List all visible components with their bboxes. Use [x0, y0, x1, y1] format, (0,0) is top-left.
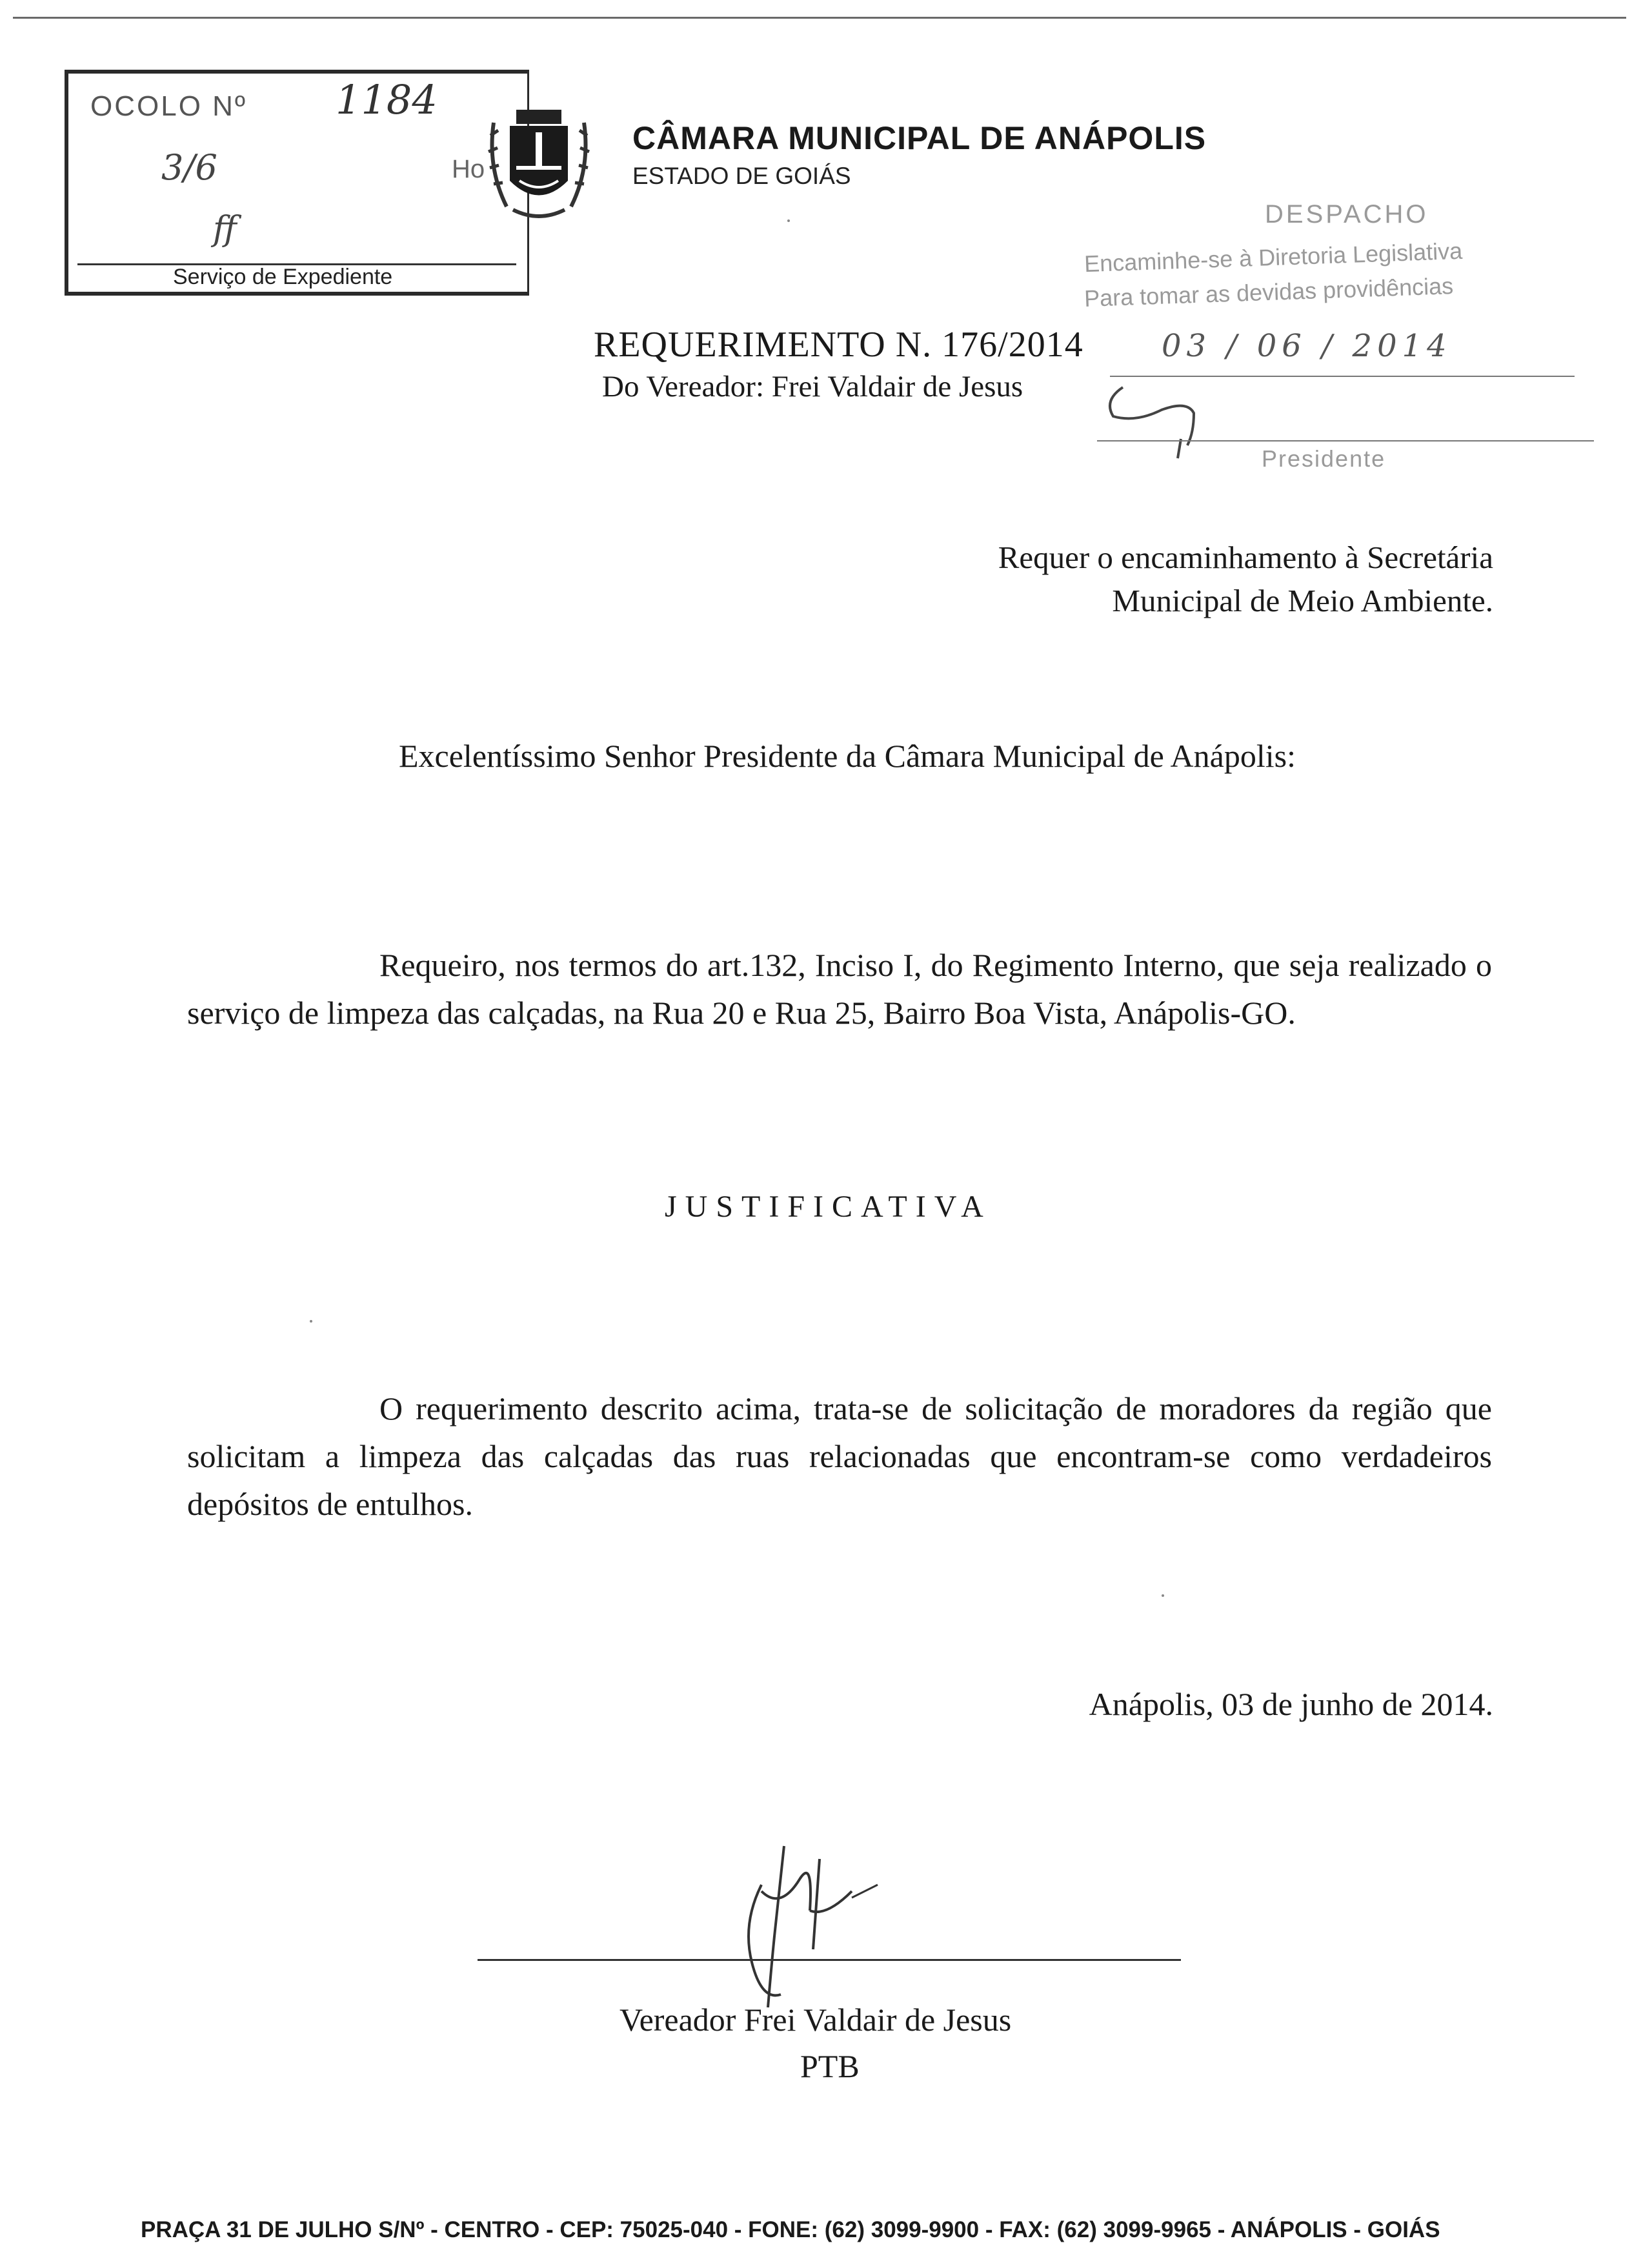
despacho-stamp: [1071, 200, 1613, 484]
protocol-initials: ff: [213, 210, 237, 249]
signer-party: PTB: [800, 2048, 860, 2084]
document-title: REQUERIMENTO N. 176/2014: [594, 325, 1083, 365]
despacho-signature-rule: [1097, 440, 1594, 441]
signer-name: Vereador Frei Valdair de Jesus: [620, 2002, 1012, 2038]
protocol-date-handwritten: 3/6: [161, 147, 217, 188]
despacho-title: DESPACHO: [1265, 200, 1429, 228]
despacho-presidente-label: Presidente: [1262, 445, 1386, 472]
despacho-signature-icon: [1097, 361, 1252, 465]
place-and-date: Anápolis, 03 de junho de 2014.: [1089, 1686, 1493, 1722]
justification-heading: JUSTIFICATIVA: [665, 1190, 992, 1224]
document-author: Do Vereador: Frei Valdair de Jesus: [602, 370, 1023, 403]
coat-of-arms-icon: [481, 97, 597, 232]
despacho-date-handwritten: 03 / 06 / 2014: [1162, 328, 1452, 364]
ementa-line-1: Requer o encaminhamento à Secretária: [998, 540, 1493, 575]
despacho-line-2: Para tomar as devidas providências: [1083, 272, 1454, 312]
despacho-line-1: Encaminhe-se à Diretoria Legislativa: [1083, 237, 1463, 278]
signature-icon: [723, 1820, 929, 2014]
signature-line: [478, 1959, 1181, 1961]
salutation: Excelentíssimo Senhor Presidente da Câmara Municipal de Anápolis:: [399, 738, 1296, 774]
protocol-number-label: OCOLO Nº: [90, 90, 247, 122]
organization-state: ESTADO DE GOIÁS: [632, 163, 851, 189]
protocol-time-suffix: Ho: [452, 155, 485, 183]
scan-speck: [310, 1320, 312, 1323]
scan-speck: [787, 219, 790, 222]
footer-address: PRAÇA 31 DE JULHO S/Nº - CENTRO - CEP: 75025-040 - FONE: (62) 3099-9900 - FAX: (62) 3099-9965 - ANÁPOLIS - GOIÁS: [141, 2217, 1440, 2242]
protocol-number-handwritten: 1184: [336, 76, 438, 123]
organization-name: CÂMARA MUNICIPAL DE ANÁPOLIS: [632, 120, 1207, 156]
justification-paragraph: O requerimento descrito acima, trata-se de solicitação de moradores da região que solicitam a limpeza das calçadas das ruas relacionadas que encontram-se como verdadeiros depósitos de entulhos.: [187, 1390, 1492, 1522]
protocol-stamp-label: Serviço de Expediente: [173, 265, 393, 289]
ementa-line-2: Municipal de Meio Ambiente.: [1112, 583, 1493, 618]
request-paragraph: Requeiro, nos termos do art.132, Inciso I, do Regimento Interno, que seja realizado o serviço de limpeza das calçadas, na Rua 20 e Rua 25, Bairro Boa Vista, Anápolis-GO.: [187, 947, 1492, 1031]
scan-speck: [1162, 1594, 1164, 1597]
top-border-rule: [13, 17, 1626, 19]
